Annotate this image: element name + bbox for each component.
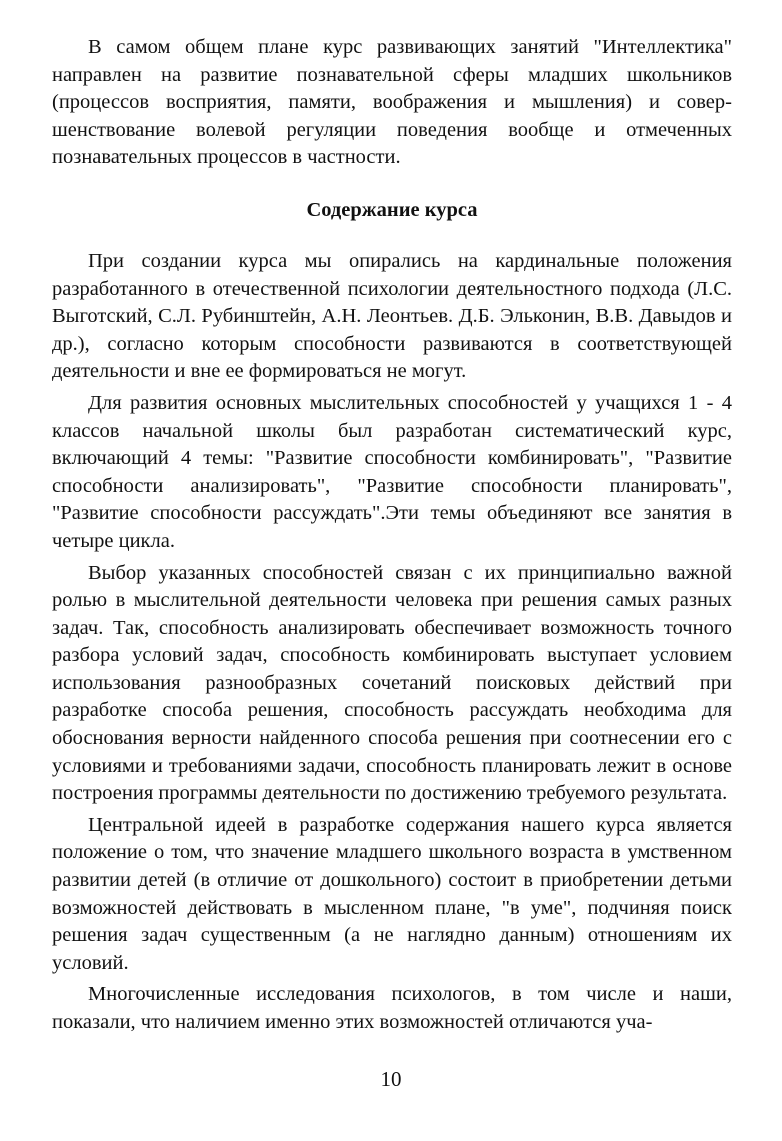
paragraph-approach: При создании курса мы опирались на кардинальные положения разработанного в отечественной психологии деятельностного подхода (Л.С. Выготский, С.Л. Рубинштейн, А.Н. Леонтьев. Д.Б. Эльконин, В.В. Давыдов и др.), согласно которым способности развиваются в соответствующей деятельности и вне ее формироваться не могут.	[52, 249, 732, 383]
page-number: 10	[380, 1067, 402, 1091]
paragraph-abilities-choice: Выбор указанных способностей связан с их принципиально важной ролью в мыслительной деятельности человека при решения самых разных задач. Так, способность анализировать обеспечивает возможность точного разбора условий задач, способность комбинировать выступает условием использования разнообразных сочетаний поисковых действий при разработке способа решения, способность рассуждать необходима для обоснования верности найденного способа решения при соотнесении его с условиями и требованиями задачи, способность планировать лежит в основе построения программы деятельности по достижению требуемого результата.	[52, 561, 732, 805]
intro-paragraph: В самом общем плане курс развивающих занятий "Интеллектика" направлен на развитие познавательной сферы младших школьников (процессов восприятия, памяти, воображения и мышления) и совершенствование волевой регуляции поведения вообще и отмеченных познавательных процессов в частности.	[52, 36, 732, 169]
paragraph-research: Многочисленные исследования психологов, в том числе и наши, показали, что наличием именно этих возможностей отличаются уча-	[52, 983, 732, 1033]
paragraph-central-idea: Центральной идеей в разработке содержания нашего курса является положение о том, что значение младшего школьного возраста в умственном развитии детей (в отличие от дошкольного) состоит в приобретении детьми возможностей действовать в мысленном плане, "в уме", подчиняя поиск решения задач существенным (а не наглядно данным) отношениям их условий.	[52, 813, 732, 974]
paragraph-course-themes: Для развития основных мыслительных способностей у учащихся 1 - 4 классов начальной школы был разработан систематический курс, включающий 4 темы: "Развитие способности комбинировать", "Развитие способности анализировать", "Развитие способности планировать", "Развитие способности рассуждать".Эти темы объединяют все занятия в четыре цикла.	[52, 391, 732, 552]
section-heading: Содержание курса	[306, 198, 478, 221]
page-body	[52, 34, 732, 1037]
